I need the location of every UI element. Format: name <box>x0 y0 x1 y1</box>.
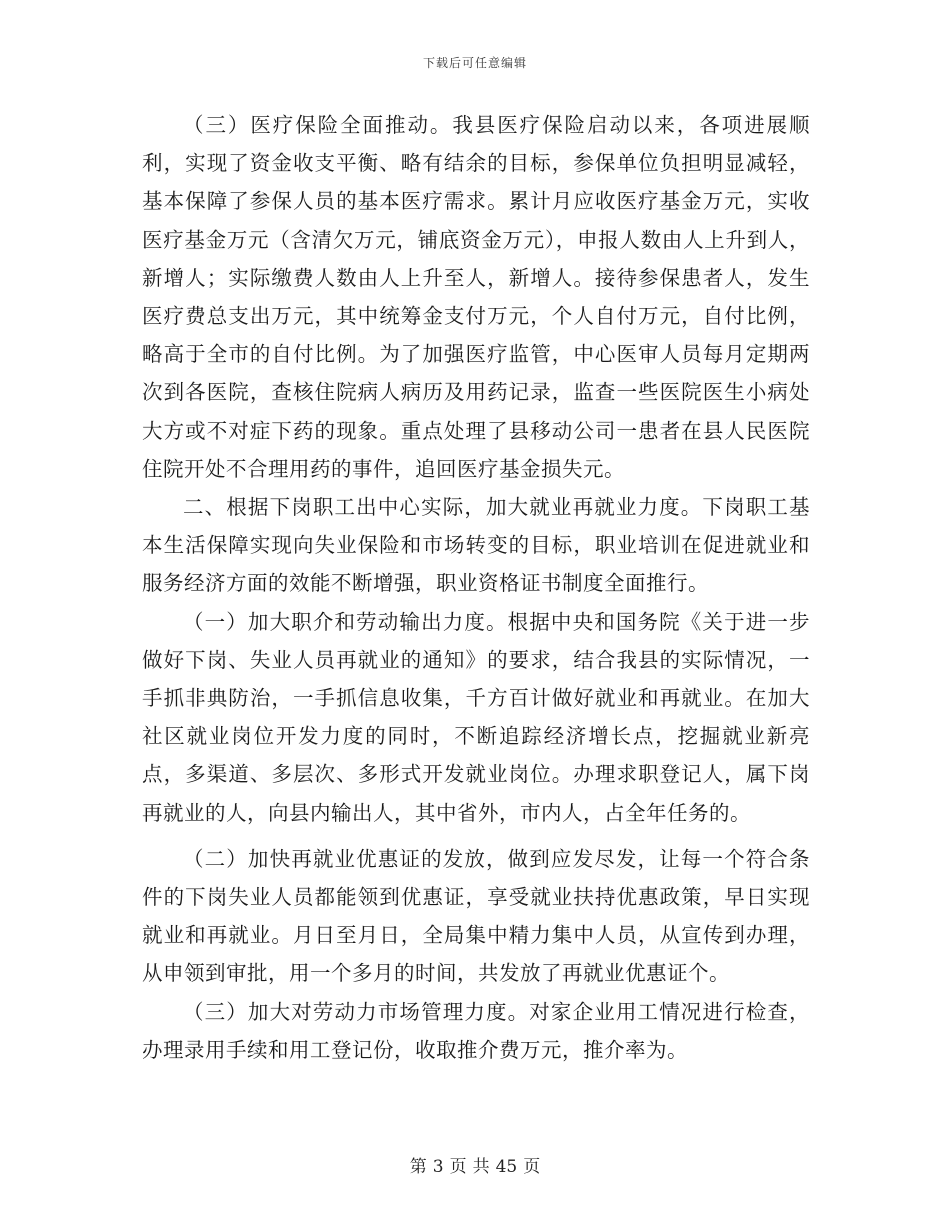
footer-suffix: 页 <box>523 1157 541 1177</box>
page-header: 下载后可任意编辑 <box>422 56 527 70</box>
paragraph-labor-market: （三）加大对劳动力市场管理力度。对家企业用工情况进行检查，办理录用手续和用工登记份，收取推介费万元，推介率为。 <box>142 999 810 1062</box>
footer-prefix: 第 <box>409 1157 427 1177</box>
paragraph-medical-insurance: （三）医疗保险全面推动。我县医疗保险启动以来，各项进展顺利，实现了资金收支平衡、略有结余的目标，参保单位负担明显减轻，基本保障了参保人员的基本医疗需求。累计月应收医疗基金万元，实收医疗基金万元（含清欠万元，铺底资金万元），申报人数由人上升到人，新增人；实际缴费人数由人上升至人，新增人。接待参保患者人，发生医疗费总支出万元，其中统筹金支付万元，个人自付万元，自付比例，略高于全市的自付比例。为了加强医疗监管，中心医审人员每月定期两次到各医院，查核住院病人病历及用药记录，监查一些医院医生小病处大方或不对症下药的现象。重点处理了县移动公司一患者在县人民医院住院开处不合理用药的事件，追回医疗基金损失元。 <box>142 113 810 481</box>
paragraph-reemployment: 二、根据下岗职工出中心实际，加大就业再就业力度。下岗职工基本生活保障实现向失业保险和市场转变的目标，职业培训在促进就业和服务经济方面的效能不断增强，职业资格证书制度全面推行。 <box>142 495 810 596</box>
paragraph-preferential-cert: （二）加快再就业优惠证的发放，做到应发尽发，让每一个符合条件的下岗失业人员都能领到优惠证，享受就业扶持优惠政策，早日实现就业和再就业。月日至月日，全局集中精力集中人员，从宣传到办理，从申领到审批，用一个多月的时间，共发放了再就业优惠证个。 <box>142 846 810 986</box>
page-number-current: 3 <box>432 1157 444 1177</box>
paragraph-job-agency: （一）加大职介和劳动输出力度。根据中央和国务院《关于进一步做好下岗、失业人员再就业的通知》的要求，结合我县的实际情况，一手抓非典防治，一手抓信息收集，千方百计做好就业和再就业。在加大社区就业岗位开发力度的同时，不断追踪经济增长点，挖掘就业新亮点，多渠道、多层次、多形式开发就业岗位。办理求职登记人，属下岗再就业的人，向县内输出人，其中省外，市内人，占全年任务的。 <box>142 609 810 825</box>
document-body <box>142 106 810 1069</box>
page-number-total: 45 <box>495 1157 518 1177</box>
footer-total-prefix: 共 <box>472 1157 490 1177</box>
page-footer <box>0 1152 950 1177</box>
footer-mid: 页 <box>449 1157 467 1177</box>
